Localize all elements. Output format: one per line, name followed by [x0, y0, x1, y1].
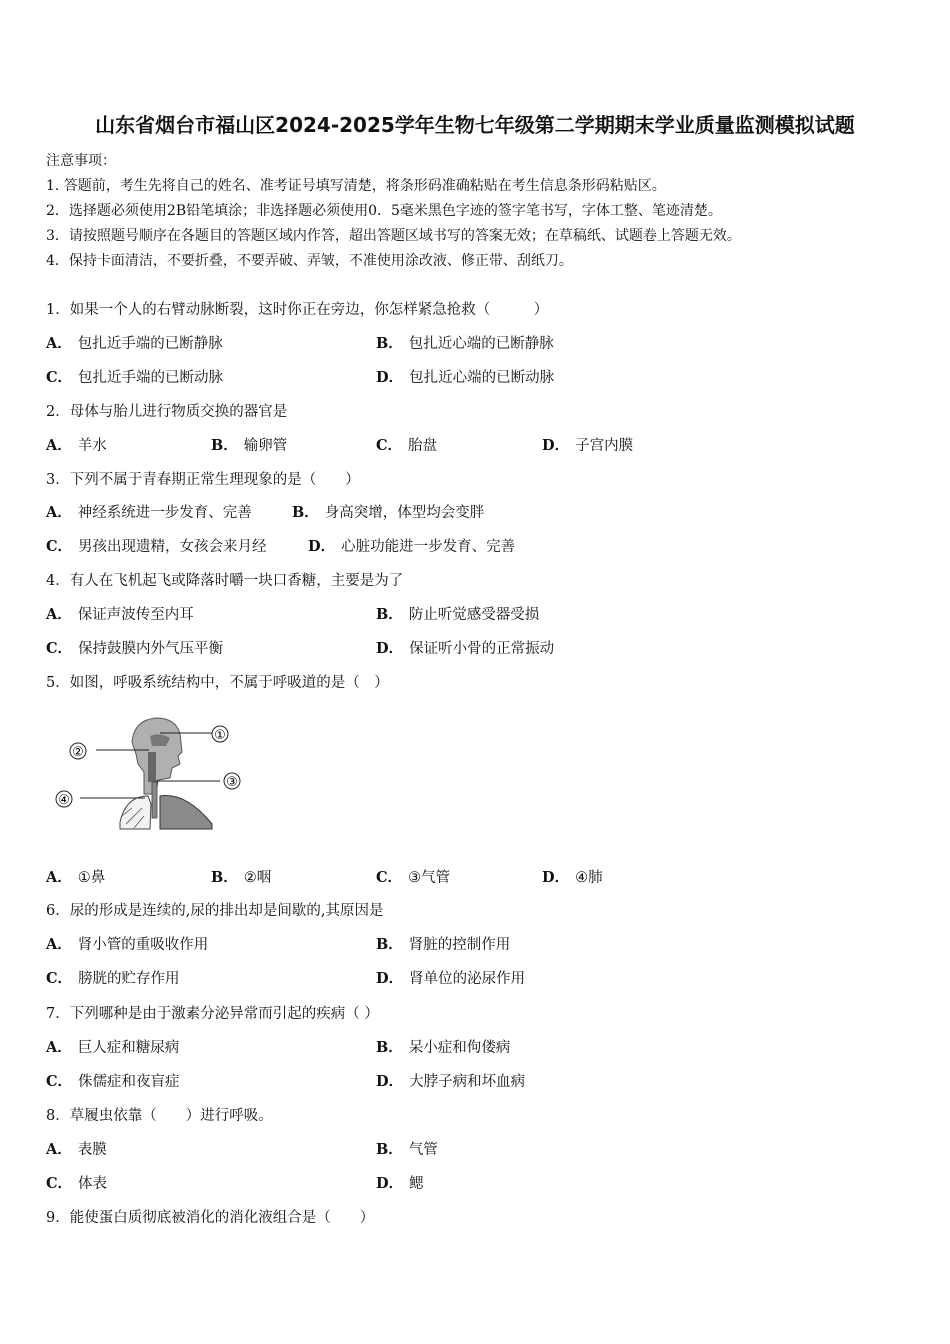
- note-item: 2．选择题必须使用2B铅笔填涂；非选择题必须使用0．5毫米黑色字迹的签字笔书写，字体工整、笔迹清楚。: [46, 203, 722, 219]
- option-text: 保证听小骨的正常振动: [409, 641, 555, 657]
- note-item: 3．请按照题号顺序在各题目的答题区域内作答，超出答题区域书写的答案无效；在草稿纸、试题卷上答题无效。: [46, 228, 741, 244]
- option-text: 子宫内膜: [575, 438, 634, 454]
- option: [46, 639, 223, 659]
- option: [46, 935, 208, 955]
- option-text: 包扎近心端的已断静脉: [408, 336, 554, 352]
- option-label: D．: [376, 970, 404, 987]
- option-label: A．: [46, 1039, 72, 1056]
- option: [46, 605, 194, 625]
- option-text: 防止听觉感受器受损: [408, 607, 540, 623]
- question-stem: 2．母体与胎儿进行物质交换的器官是: [46, 404, 288, 420]
- option-text: ②咽: [243, 870, 272, 886]
- option: [46, 368, 223, 388]
- question-stem: 8．草履虫依靠（ ）进行呼吸。: [46, 1108, 273, 1124]
- note-item: 4．保持卡面清洁，不要折叠，不要弄破、弄皱，不准使用涂改液、修正带、刮纸刀。: [46, 253, 573, 269]
- note-item: 1. 答题前，考生先将自己的姓名、准考证号填写清楚，将条形码准确粘贴在考生信息条形码粘贴区。: [46, 178, 666, 194]
- option-label: B．: [376, 1039, 403, 1056]
- option-label: D．: [542, 869, 570, 886]
- option-text: 身高突增，体型均会变胖: [324, 505, 485, 521]
- option: [376, 868, 450, 888]
- option-label: B．: [211, 869, 238, 886]
- figure-label-2: ②: [72, 745, 84, 760]
- option-label: D．: [376, 640, 404, 657]
- option-label: A．: [46, 606, 72, 623]
- option-label: D．: [542, 437, 570, 454]
- option-label: B．: [376, 1141, 403, 1158]
- question-stem: 3．下列不属于青春期正常生理现象的是（ ）: [46, 472, 360, 488]
- option-label: A．: [46, 504, 72, 521]
- option-label: D．: [376, 1073, 404, 1090]
- option: [376, 334, 554, 354]
- option-text: 侏儒症和夜盲症: [78, 1074, 180, 1090]
- question-stem: 6．尿的形成是连续的,尿的排出却是间歇的,其原因是: [46, 903, 384, 919]
- option-text: 保证声波传至内耳: [77, 607, 194, 623]
- option: [376, 368, 554, 388]
- page-title: 山东省烟台市福山区2024-2025学年生物七年级第二学期期末学业质量监测模拟试题: [95, 113, 855, 137]
- option-text: 包扎近手端的已断静脉: [77, 336, 223, 352]
- notes-heading: 注意事项：: [46, 153, 116, 169]
- option-text: ④肺: [575, 870, 603, 886]
- option-text: 呆小症和佝偻病: [408, 1040, 511, 1056]
- option: [376, 639, 554, 659]
- option: [542, 868, 603, 888]
- option: [376, 1174, 424, 1194]
- option: [46, 1072, 180, 1092]
- option: [46, 1038, 179, 1058]
- option: [211, 868, 271, 888]
- option: [46, 436, 107, 456]
- option-label: B．: [376, 936, 403, 953]
- option-label: C．: [376, 437, 403, 454]
- option-label: C．: [46, 970, 73, 987]
- respiratory-system-figure: [52, 712, 252, 837]
- option-text: ③气管: [408, 870, 451, 886]
- option: [46, 868, 105, 888]
- question-stem: 5．如图，呼吸系统结构中，不属于呼吸道的是（ ）: [46, 675, 389, 691]
- option-label: C．: [46, 538, 73, 555]
- option-text: 巨人症和糖尿病: [77, 1040, 180, 1056]
- option-label: C．: [46, 1175, 73, 1192]
- option: [46, 1140, 107, 1160]
- question-stem: 1．如果一个人的右臂动脉断裂，这时你正在旁边，你怎样紧急抢救（ ）: [46, 302, 549, 318]
- option: [376, 436, 437, 456]
- option: [292, 503, 484, 523]
- option-text: 男孩出现遗精，女孩会来月经: [78, 539, 267, 555]
- option-label: A．: [46, 936, 72, 953]
- option-text: 胎盘: [408, 438, 438, 454]
- option: [376, 969, 525, 989]
- option: [46, 537, 267, 557]
- question-stem: 9．能使蛋白质彻底被消化的消化液组合是（ ）: [46, 1210, 375, 1226]
- option-label: C．: [46, 1073, 73, 1090]
- question-stem: 4．有人在飞机起飞或降落时嚼一块口香糖，主要是为了: [46, 573, 404, 589]
- option: [308, 537, 515, 557]
- option: [376, 1140, 438, 1160]
- option-label: A．: [46, 1141, 72, 1158]
- option-text: 心脏功能进一步发育、完善: [341, 539, 516, 555]
- option-label: C．: [46, 640, 73, 657]
- option-text: 肾单位的泌尿作用: [409, 971, 526, 987]
- option-label: A．: [46, 335, 72, 352]
- option-label: D．: [376, 1175, 404, 1192]
- option-text: 肾小管的重吸收作用: [77, 937, 209, 953]
- option: [46, 969, 180, 989]
- option-text: 膀胱的贮存作用: [78, 971, 180, 987]
- option-label: A．: [46, 869, 72, 886]
- option-label: B．: [376, 335, 403, 352]
- option: [46, 334, 223, 354]
- option-text: 体表: [78, 1176, 108, 1192]
- option-text: ①鼻: [77, 870, 106, 886]
- figure-label-4: ④: [58, 793, 70, 808]
- option-text: 保持鼓膜内外气压平衡: [78, 641, 224, 657]
- figure-label-1: ①: [214, 728, 226, 743]
- option-label: A．: [46, 437, 72, 454]
- option: [376, 935, 510, 955]
- option-text: 大脖子病和坏血病: [409, 1074, 526, 1090]
- option-text: 羊水: [77, 438, 107, 454]
- option-label: B．: [211, 437, 238, 454]
- option-label: C．: [376, 869, 403, 886]
- option: [376, 1038, 510, 1058]
- option-label: D．: [376, 369, 404, 386]
- option-text: 表膜: [77, 1142, 107, 1158]
- option-label: D．: [308, 538, 336, 555]
- option-text: 气管: [408, 1142, 438, 1158]
- option-label: B．: [376, 606, 403, 623]
- option: [542, 436, 633, 456]
- option-text: 包扎近心端的已断动脉: [409, 370, 555, 386]
- option: [211, 436, 287, 456]
- option-text: 包扎近手端的已断动脉: [78, 370, 224, 386]
- option: [376, 605, 539, 625]
- option-label: B．: [292, 504, 319, 521]
- option-text: 输卵管: [243, 438, 288, 454]
- question-stem: 7．下列哪种是由于激素分泌异常而引起的疾病（ ）: [46, 1006, 379, 1022]
- option-text: 神经系统进一步发育、完善: [77, 505, 252, 521]
- option: [46, 503, 252, 523]
- option: [376, 1072, 525, 1092]
- figure-label-3: ③: [226, 775, 238, 790]
- option: [46, 1174, 107, 1194]
- option-text: 鳃: [409, 1176, 424, 1192]
- option-label: C．: [46, 369, 73, 386]
- option-text: 肾脏的控制作用: [408, 937, 511, 953]
